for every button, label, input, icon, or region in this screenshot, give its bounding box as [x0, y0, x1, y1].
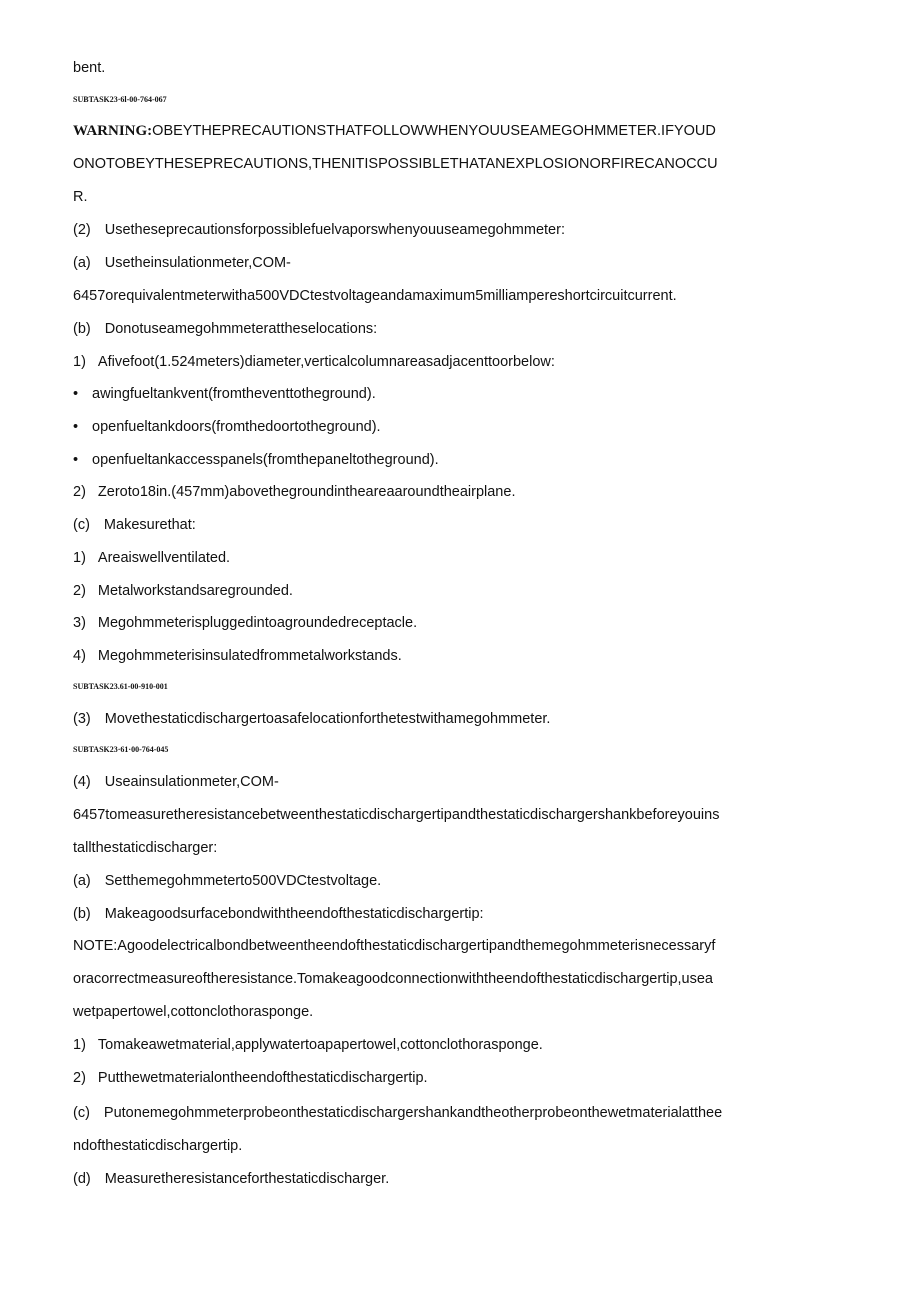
text-line	[73, 806, 719, 824]
step-line	[73, 1170, 389, 1188]
step-text: Movethestaticdischargertoasafelocationforthetestwithamegohmmeter.	[104, 711, 551, 727]
step-line	[73, 1104, 722, 1122]
text-line	[73, 839, 217, 857]
step-text: Putonemegohmmeterprobeonthestaticdischargershankandtheotherprobeonthewetmaterialatthee	[103, 1105, 723, 1121]
step-number: 2)	[73, 583, 86, 599]
step-number: 4)	[73, 648, 86, 664]
step-number: 1)	[73, 550, 86, 566]
step-text: Useainsulationmeter,COM-	[104, 774, 279, 790]
subtask-heading	[73, 682, 168, 692]
warning-text: OBEYTHEPRECAUTIONSTHATFOLLOWWHENYOUUSEAMEGOHMMETER.IFYOUD	[152, 123, 716, 139]
warning-text: ONOTOBEYTHESEPRECAUTIONS,THENITISPOSSIBLETHATANEXPLOSIONORFIRECANOCCU	[73, 156, 718, 172]
step-line	[73, 1036, 543, 1054]
step-text: Tomakeawetmaterial,applywatertoapapertowel,cottonclothorasponge.	[97, 1037, 543, 1053]
step-number: 2)	[73, 484, 86, 500]
step-text: Zeroto18in.(457mm)abovethegroundintheareaaroundtheairplane.	[97, 484, 516, 500]
step-text: Donotuseamegohmmeterattheselocations:	[104, 321, 378, 337]
subtask-heading	[73, 745, 168, 755]
step-text: Megohmmeterisinsulatedfrommetalworkstands.	[97, 648, 402, 664]
step-line	[73, 872, 381, 890]
warning-line	[73, 188, 88, 206]
step-line	[73, 516, 196, 534]
step-text: Makesurethat:	[103, 517, 196, 533]
bullet-icon: •	[73, 452, 79, 468]
bullet-item	[73, 385, 376, 403]
step-number: (3)	[73, 711, 91, 727]
step-line	[73, 773, 279, 791]
step-number: 1)	[73, 354, 86, 370]
step-number: 3)	[73, 615, 86, 631]
step-text: Afivefoot(1.524meters)diameter,verticalcolumnareasadjacenttoorbelow:	[97, 354, 555, 370]
text-line	[73, 287, 677, 305]
step-line	[73, 710, 550, 728]
warning-line	[73, 155, 718, 173]
note-text: wetpapertowel,cottonclothorasponge.	[73, 1004, 314, 1020]
line-text: 6457tomeasuretheresistancebetweenthestaticdischargertipandthestaticdischargershankbeforeyouins	[73, 807, 720, 823]
bullet-icon: •	[73, 419, 79, 435]
subtask-heading	[73, 95, 167, 105]
step-number: (b)	[73, 906, 91, 922]
step-line	[73, 905, 484, 923]
step-line	[73, 254, 291, 272]
bullet-text: openfueltankdoors(fromthedoortotheground).	[92, 419, 381, 435]
step-text: Usetheinsulationmeter,COM-	[104, 255, 291, 271]
step-number: (c)	[73, 1105, 90, 1121]
warning-label: WARNING:	[73, 123, 153, 139]
note-line	[73, 1003, 313, 1021]
note-line	[73, 937, 715, 955]
step-number: (2)	[73, 222, 91, 238]
line-text: tallthestaticdischarger:	[73, 840, 218, 856]
step-text: Metalworkstandsaregrounded.	[97, 583, 293, 599]
warning-line	[73, 122, 716, 140]
step-text: Putthewetmaterialontheendofthestaticdischargertip.	[97, 1070, 428, 1086]
step-text: Areaiswellventilated.	[97, 550, 231, 566]
note-line	[73, 970, 713, 988]
step-text: Makeagoodsurfacebondwiththeendofthestaticdischargertip:	[104, 906, 484, 922]
line-text: 6457orequivalentmeterwitha500VDCtestvoltageandamaximum5milliampereshortcircuitcurrent.	[73, 288, 677, 304]
subtask-id: SUBTASK23.61-00-910-001	[73, 682, 168, 691]
step-line	[73, 353, 555, 371]
step-number: (a)	[73, 255, 91, 271]
step-text: Measuretheresistanceforthestaticdischarger.	[104, 1171, 390, 1187]
step-number: (4)	[73, 774, 91, 790]
step-number: 2)	[73, 1070, 86, 1086]
line-text: ndofthestaticdischargertip.	[73, 1138, 243, 1154]
step-number: (d)	[73, 1171, 91, 1187]
step-line	[73, 647, 402, 665]
step-text: Megohmmeterispluggedintoagroundedreceptacle.	[97, 615, 418, 631]
subtask-id: SUBTASK23·61·00-764-045	[73, 745, 169, 754]
step-number: (c)	[73, 517, 90, 533]
step-text: Setthemegohmmeterto500VDCtestvoltage.	[104, 873, 382, 889]
step-line	[73, 582, 293, 600]
bullet-text: awingfueltankvent(fromtheventtotheground).	[92, 386, 376, 402]
step-line	[73, 614, 417, 632]
step-line	[73, 483, 515, 501]
step-number: (a)	[73, 873, 91, 889]
text-line	[73, 59, 105, 77]
step-text: Usetheseprecautionsforpossiblefuelvaporswhenyouuseamegohmmeter:	[104, 222, 565, 238]
step-line	[73, 549, 230, 567]
bullet-text: openfueltankaccesspanels(fromthepaneltotheground).	[92, 452, 439, 468]
step-number: 1)	[73, 1037, 86, 1053]
subtask-id: SUBTASK23·6l-00-764-067	[73, 95, 167, 104]
step-line	[73, 320, 377, 338]
step-line	[73, 1069, 428, 1087]
line-text: bent.	[73, 60, 106, 76]
warning-text: R.	[73, 189, 88, 205]
bullet-item	[73, 418, 381, 436]
note-text: NOTE:Agoodelectricalbondbetweentheendofthestaticdischargertipandthemegohmmeterisnecessaryf	[73, 938, 716, 954]
step-number: (b)	[73, 321, 91, 337]
note-text: oracorrectmeasureoftheresistance.Tomakeagoodconnectionwiththeendofthestaticdischargertip,usea	[73, 971, 713, 987]
text-line	[73, 1137, 242, 1155]
bullet-icon: •	[73, 386, 79, 402]
bullet-item	[73, 451, 439, 469]
step-line	[73, 221, 565, 239]
